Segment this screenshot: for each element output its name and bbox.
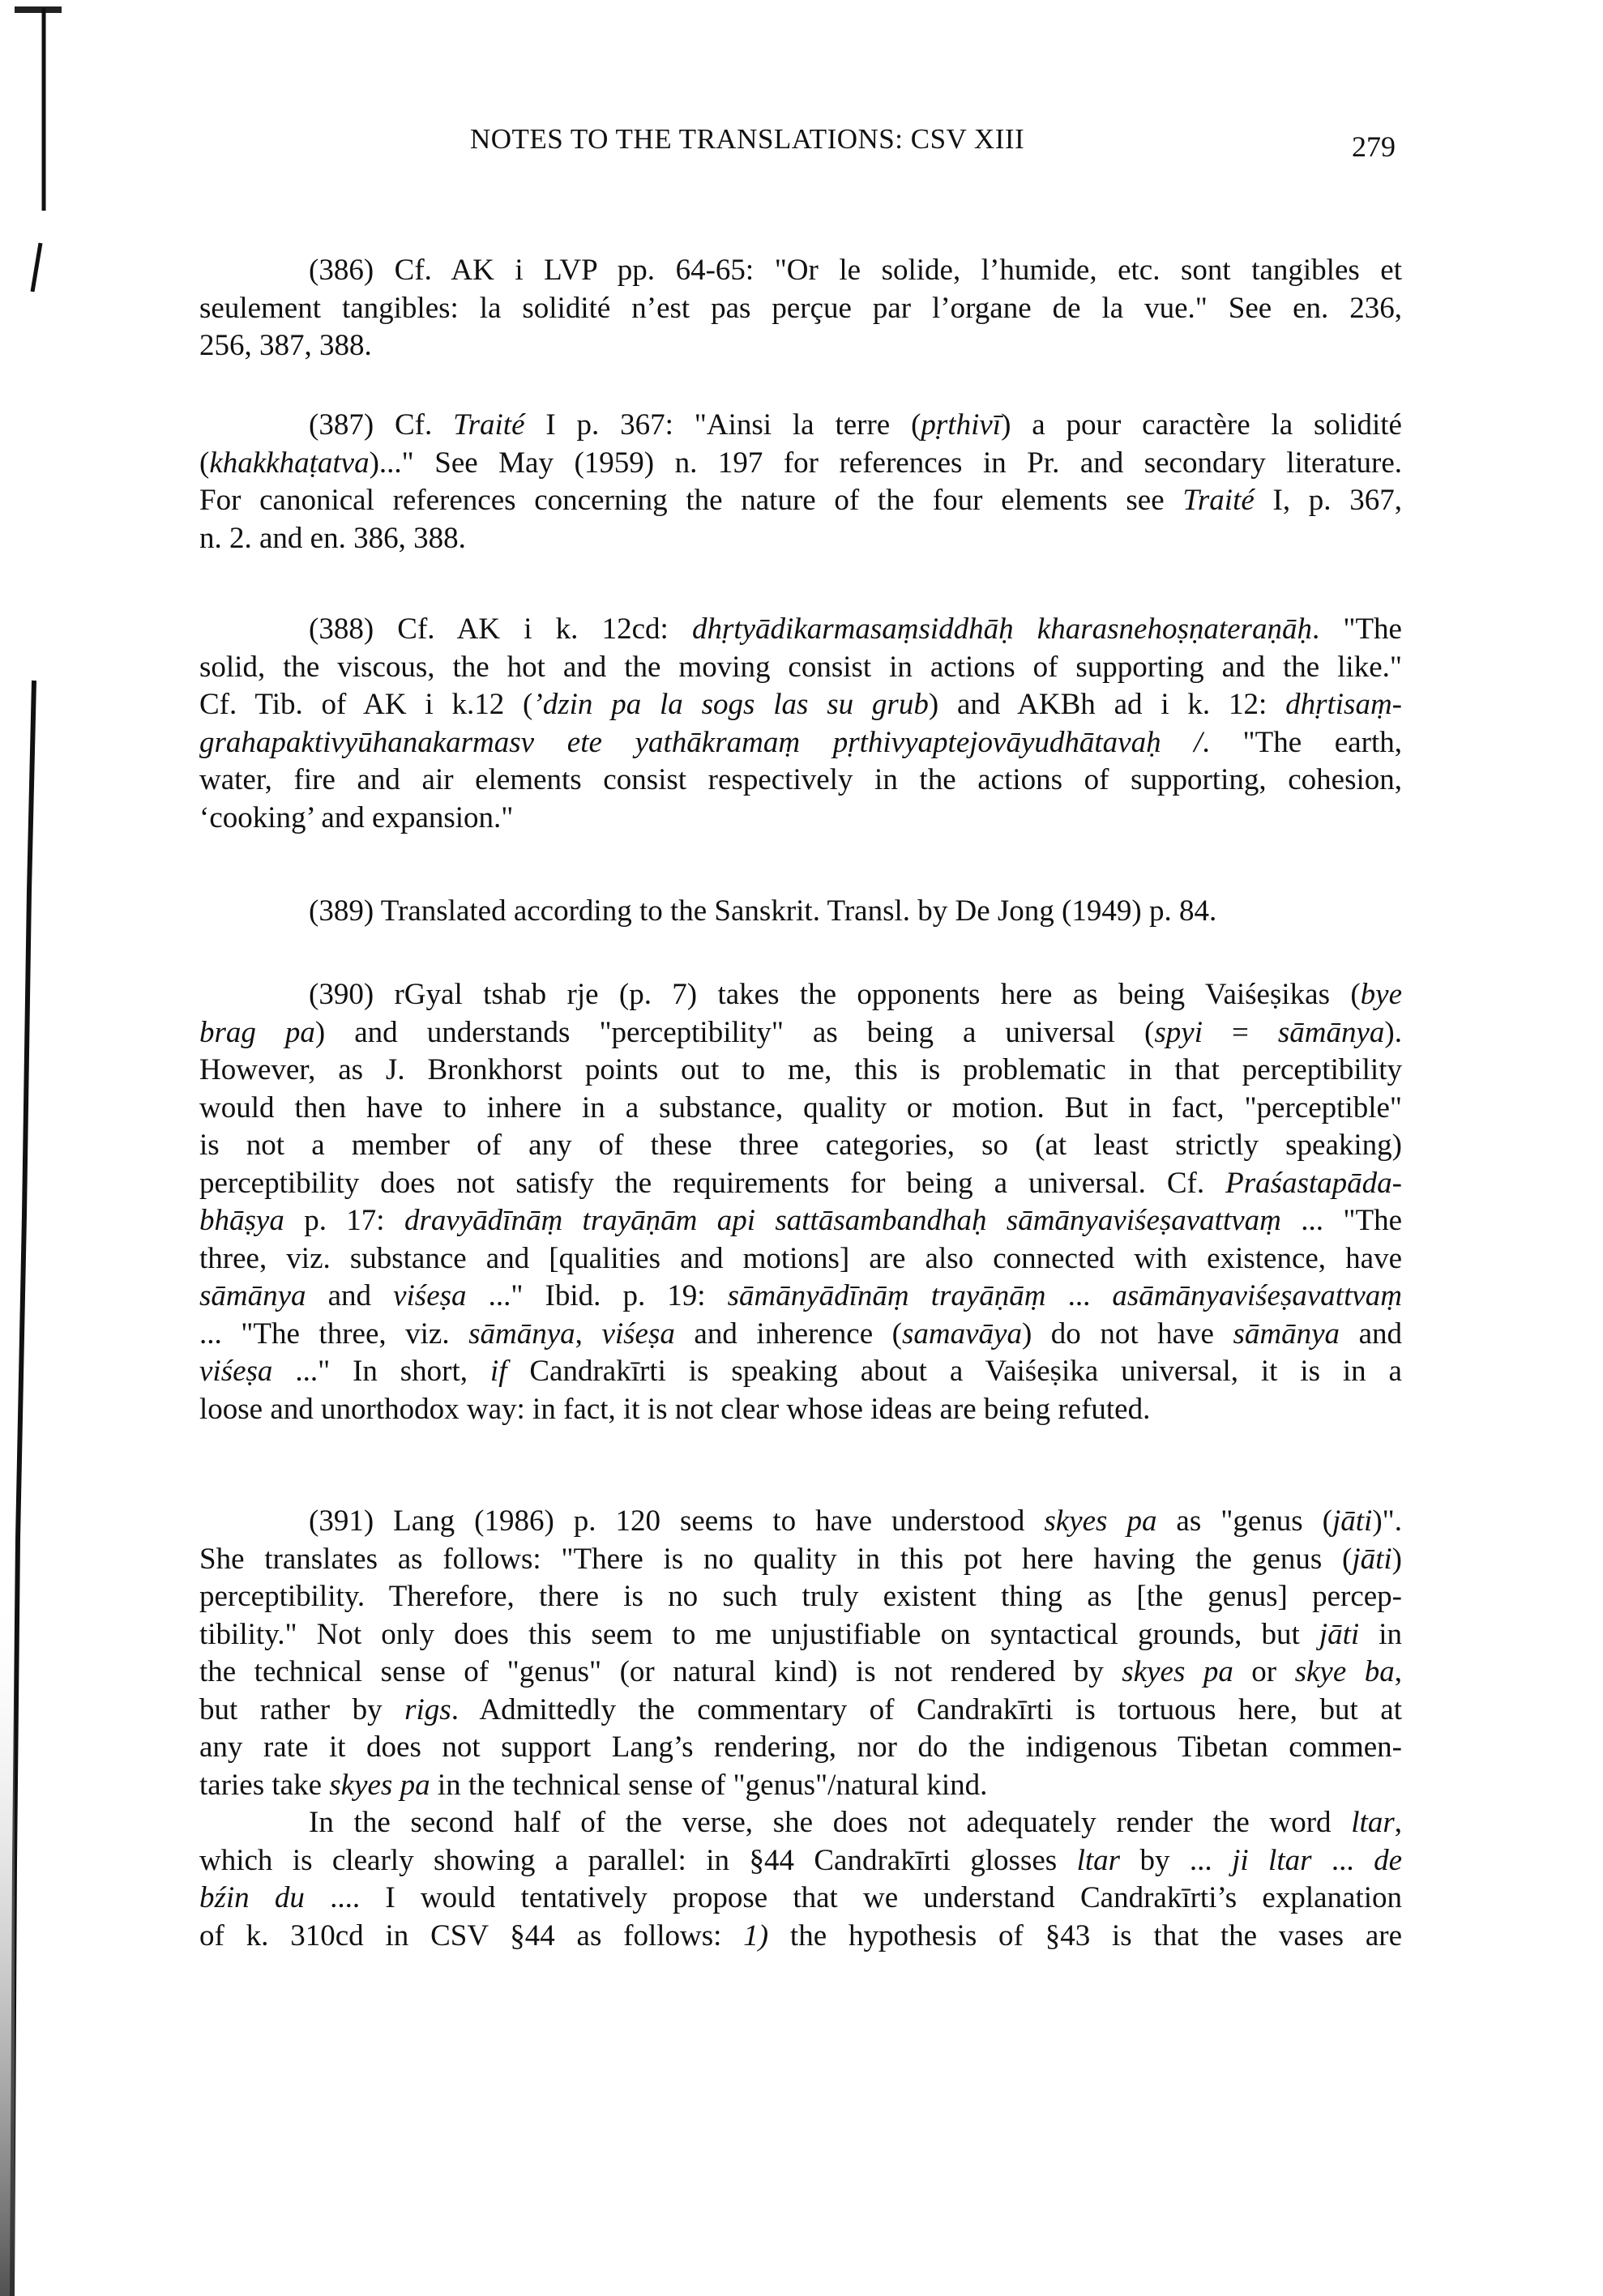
text-line: [199, 1729, 1402, 1767]
text-run: the technical sense of "genus" (or natural kind) is not rendered by: [199, 1655, 1122, 1688]
text-line: [199, 252, 1402, 290]
text-line: [199, 1880, 1402, 1918]
italic-term: viśeṣa: [601, 1317, 675, 1351]
italic-term: sāmānya: [199, 1279, 306, 1312]
italic-term: ’dzin pa la sogs las su grub: [532, 688, 929, 721]
note-paragraph: [199, 976, 1402, 1428]
text-run: ...: [1311, 1843, 1374, 1877]
italic-term: khakkhaṭatva: [209, 446, 370, 480]
text-run: ,: [575, 1317, 602, 1351]
italic-term: jāti: [1332, 1504, 1373, 1538]
text-line: [199, 1692, 1402, 1730]
text-run: She translates as follows: "There is no quality in this pot here having the genus (: [199, 1542, 1353, 1576]
text-line: [199, 407, 1402, 445]
text-run: water, fire and air elements consist respectively in the actions of supporting, cohesion,: [199, 763, 1402, 796]
text-run: solid, the viscous, the hot and the moving consist in actions of supporting and the like.": [199, 650, 1402, 684]
text-line: [199, 1014, 1402, 1052]
italic-term: bhāṣya: [199, 1204, 284, 1237]
text-run: 256, 387, 388.: [199, 329, 372, 362]
text-run: of k. 310cd in CSV §44 as follows:: [199, 1918, 744, 1952]
endnote-388: [199, 611, 1402, 837]
text-run: in: [1359, 1617, 1402, 1651]
italic-term: spyi: [1154, 1015, 1203, 1049]
text-run: Cf. Tib. of AK i k.12 (: [199, 688, 533, 721]
text-line: [199, 724, 1402, 762]
text-run: ,: [1394, 1806, 1402, 1839]
text-line: [199, 1578, 1402, 1616]
italic-term: Traité: [453, 408, 525, 442]
italic-term: jāti: [1319, 1617, 1360, 1651]
note-paragraph: [199, 252, 1402, 365]
text-line: [199, 1391, 1402, 1429]
text-run: is not a member of any of these three categories, so (at least strictly speaking): [199, 1129, 1402, 1162]
text-run: and: [1340, 1317, 1403, 1351]
italic-term: dhṛtisaṃ-: [1285, 688, 1402, 721]
text-line: [199, 1918, 1402, 1956]
text-run: three, viz. substance and [qualities and motions] are also connected with existence, have: [199, 1241, 1402, 1275]
text-run: ..." In short,: [272, 1355, 490, 1388]
italic-term: sāmānya: [1277, 1015, 1385, 1049]
note-paragraph: [199, 893, 1402, 931]
italic-term: ji ltar: [1232, 1843, 1312, 1877]
italic-term: sāmānya: [1233, 1317, 1340, 1351]
running-header: NOTES TO THE TRANSLATIONS: CSV XIII: [470, 123, 1025, 155]
text-run: I, p. 367,: [1254, 484, 1402, 517]
text-line: [199, 1654, 1402, 1692]
text-run: ... "The three, viz.: [199, 1317, 469, 1351]
italic-term: if: [489, 1355, 507, 1388]
text-run: but rather by: [199, 1692, 405, 1726]
endnote-390: [199, 976, 1402, 1428]
text-run: in the technical sense of "genus"/natural kind.: [430, 1768, 988, 1802]
text-run: . Admittedly the commentary of Candrakīrti is tortuous here, but at: [451, 1692, 1402, 1726]
italic-term: ltar: [1351, 1806, 1395, 1839]
italic-term: samavāya: [902, 1317, 1022, 1351]
text-run: (386) Cf. AK i LVP pp. 64-65: "Or le solide, l’humide, etc. sont tangibles et: [309, 254, 1402, 287]
page-number: 279: [1352, 130, 1396, 163]
text-run: ..." Ibid. p. 19:: [466, 1279, 728, 1312]
text-line: [199, 445, 1402, 483]
text-run: (390) rGyal tshab rje (p. 7) takes the opponents here as being Vaiśeṣikas (: [309, 978, 1361, 1011]
text-line: [199, 762, 1402, 800]
text-run: Candrakīrti is speaking about a Vaiśeṣika universal, it is in a: [507, 1355, 1402, 1388]
text-run: which is clearly showing a parallel: in §44 Candrakīrti glosses: [199, 1843, 1077, 1877]
italic-term: Praśastapāda-: [1225, 1166, 1402, 1200]
endnote-391: [199, 1503, 1402, 1955]
text-run: (388) Cf. AK i k. 12cd:: [309, 612, 692, 646]
text-run: p. 17:: [284, 1204, 404, 1237]
text-run: ... "The: [1280, 1204, 1402, 1237]
text-run: n. 2. and en. 386, 388.: [199, 521, 466, 555]
text-run: loose and unorthodox way: in fact, it is not clear whose ideas are being refuted.: [199, 1392, 1151, 1426]
text-line: [199, 1541, 1402, 1579]
text-run: ).: [1384, 1015, 1402, 1049]
italic-term: viśeṣa: [393, 1279, 467, 1312]
text-run: by ...: [1120, 1843, 1233, 1877]
text-run: would then have to inhere in a substance, quality or motion. But in fact, "perceptible": [199, 1090, 1402, 1125]
text-run: )..." See May (1959) n. 197 for references in Pr. and secondary literature.: [369, 446, 1402, 480]
text-run: ) do not have: [1021, 1317, 1233, 1351]
text-run: any rate it does not support Lang’s rendering, nor do the indigenous Tibetan commen-: [199, 1731, 1402, 1764]
italic-term: de: [1374, 1843, 1403, 1877]
text-run: perceptibility does not satisfy the requirements for being a universal. Cf.: [199, 1166, 1226, 1200]
italic-term: brag pa: [199, 1015, 315, 1049]
italic-term: rigs: [404, 1692, 451, 1726]
italic-term: Traité: [1182, 484, 1255, 517]
text-line: [199, 520, 1402, 558]
text-line: [199, 1278, 1402, 1316]
text-line: [199, 290, 1402, 328]
italic-term: sāmānya: [468, 1317, 575, 1351]
text-run: .... I would tentatively propose that we understand Candrakīrti’s explanation: [304, 1881, 1402, 1914]
text-run: and: [306, 1279, 394, 1312]
text-line: [199, 1202, 1402, 1240]
text-run: or: [1233, 1655, 1295, 1688]
text-run: the hypothesis of §43 is that the vases are: [768, 1918, 1402, 1952]
text-line: [199, 893, 1402, 931]
text-run: For canonical references concerning the nature of the four elements see: [199, 484, 1183, 517]
text-line: [199, 1165, 1402, 1203]
text-line: [199, 1842, 1402, 1880]
text-line: [199, 800, 1402, 838]
text-run: ): [1391, 1542, 1402, 1576]
text-line: [199, 1240, 1402, 1278]
text-run: ) a pour caractère la solidité: [1001, 408, 1402, 442]
text-run: perceptibility. Therefore, there is no such truly existent thing as [the genus] percep-: [199, 1580, 1402, 1613]
text-line: [199, 1090, 1402, 1128]
text-run: ) and understands "perceptibility" as being a universal (: [314, 1015, 1155, 1049]
text-run: I p. 367: "Ainsi la terre (: [524, 408, 921, 442]
text-line: [199, 1804, 1402, 1842]
text-line: [199, 482, 1402, 520]
italic-term: ltar: [1076, 1843, 1121, 1877]
italic-term: skye ba: [1294, 1655, 1395, 1688]
text-run: and inherence (: [674, 1317, 902, 1351]
note-paragraph: [199, 407, 1402, 557]
text-run: In the second half of the verse, she does not adequately render the word: [309, 1806, 1352, 1839]
text-run: ,: [1394, 1655, 1403, 1688]
note-paragraph: [199, 611, 1402, 837]
text-run: taries take: [199, 1768, 330, 1802]
text-run: (: [199, 446, 210, 480]
text-run: . "The: [1311, 612, 1402, 646]
scan-edge-artifact: [0, 0, 113, 2296]
text-line: [199, 327, 1402, 365]
endnote-387: [199, 407, 1402, 557]
text-run: (389) Translated according to the Sanskrit. Transl. by De Jong (1949) p. 84.: [309, 894, 1217, 928]
text-run: =: [1202, 1015, 1278, 1049]
text-run: as "genus (: [1156, 1504, 1332, 1538]
text-run: )".: [1372, 1504, 1403, 1538]
italic-term: skyes pa: [329, 1768, 430, 1802]
text-line: [199, 1616, 1402, 1654]
text-run: (391) Lang (1986) p. 120 seems to have understood: [309, 1504, 1045, 1538]
text-run: However, as J. Bronkhorst points out to me, this is problematic in that perceptibility: [199, 1053, 1402, 1086]
text-run: tibility." Not only does this seem to me unjustifiable on syntactical grounds, but: [199, 1617, 1319, 1651]
italic-term: grahapaktivyūhanakarmasv ete yathākramaṃ pṛthivyaptejovāyudhātavaḥ /: [199, 725, 1203, 759]
italic-term: pṛthivī: [921, 408, 1002, 442]
text-run: ...: [1045, 1279, 1113, 1312]
italic-term: skyes pa: [1122, 1655, 1233, 1688]
text-line: [199, 1353, 1402, 1391]
text-line: [199, 611, 1402, 649]
text-run: seulement tangibles: la solidité n’est pas perçue par l’organe de la vue." See en. 236,: [199, 291, 1402, 325]
italic-term: jāti: [1352, 1542, 1392, 1576]
italic-term: 1): [743, 1918, 769, 1952]
text-line: [199, 1052, 1402, 1090]
endnote-386: [199, 252, 1402, 365]
text-line: [199, 1127, 1402, 1165]
text-run: ‘cooking’ and expansion.": [199, 800, 514, 834]
text-run: . "The earth,: [1202, 725, 1402, 759]
text-line: [199, 1503, 1402, 1541]
italic-term: asāmānyaviśeṣavattvaṃ: [1112, 1279, 1402, 1312]
note-paragraph: [199, 1804, 1402, 1955]
italic-term: bźin du: [199, 1881, 305, 1914]
italic-term: dhṛtyādikarmasaṃsiddhāḥ kharasnehoṣṇateraṇāḥ: [691, 612, 1312, 646]
text-run: (387) Cf.: [309, 408, 454, 442]
note-paragraph: [199, 1503, 1402, 1804]
text-line: [199, 1316, 1402, 1354]
italic-term: skyes pa: [1044, 1504, 1157, 1538]
italic-term: dravyādīnāṃ trayāṇām api sattāsambandhaḥ sāmānyaviśeṣavattvaṃ: [404, 1204, 1281, 1237]
text-line: [199, 1767, 1402, 1805]
endnote-389: [199, 893, 1402, 931]
text-run: ) and AKBh ad i k. 12:: [928, 688, 1286, 721]
text-line: [199, 976, 1402, 1014]
italic-term: bye: [1360, 978, 1402, 1011]
italic-term: sāmānyādīnāṃ trayāṇāṃ: [727, 1279, 1046, 1312]
text-line: [199, 649, 1402, 687]
text-line: [199, 686, 1402, 724]
italic-term: viśeṣa: [199, 1355, 273, 1388]
